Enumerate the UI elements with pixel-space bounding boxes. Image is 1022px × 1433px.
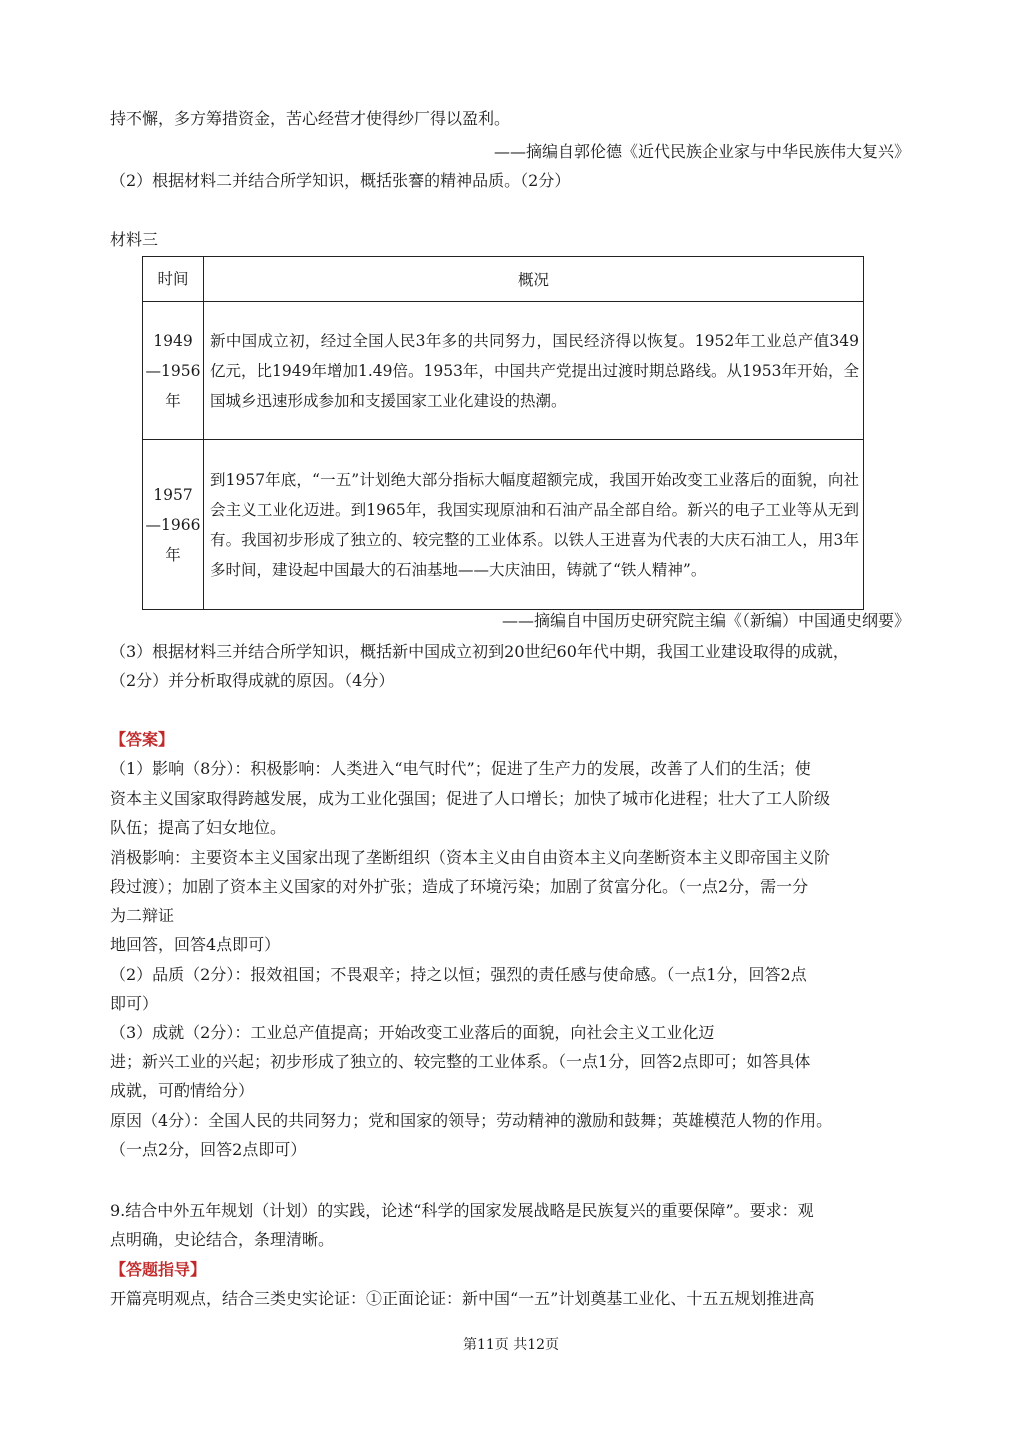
material-3-heading: 材料三	[110, 230, 159, 249]
table-cell-desc: 到1957年底，“一五”计划绝大部分指标大幅度超额完成，我国开始改变工业落后的面貌，向社会主义工业化迈进。到1965年，我国实现原油和石油产品全部自给。新兴的电子工业等从无到有。我国初步形成了独立的、较完整的工业体系。以铁人王进喜为代表的大庆石油工人，用3年多时间，建设起中国最大的石油基地——大庆油田，铸就了“铁人精神”。	[204, 440, 864, 610]
material-3-table	[142, 256, 864, 610]
answer-line: 进；新兴工业的兴起；初步形成了独立的、较完整的工业体系。（一点1分，回答2点即可；如答具体	[110, 1052, 811, 1071]
answer-line: 成就，可酌情给分）	[110, 1081, 255, 1100]
table-cell-time	[143, 440, 204, 610]
answer-line: （2）品质（2分）：报效祖国；不畏艰辛；持之以恒；强烈的责任感与使命感。（一点1分，回答2点	[110, 965, 807, 984]
table-row	[143, 302, 864, 440]
answer-line: （一点2分，回答2点即可）	[110, 1140, 307, 1159]
time-line: 1949	[153, 331, 193, 350]
time-line: —1966	[145, 515, 201, 534]
answer-line: （3）成就（2分）：工业总产值提高；开始改变工业落后的面貌，向社会主义工业化迈	[110, 1023, 715, 1042]
time-line: 年	[165, 391, 181, 410]
source-citation: ——摘编自郭伦德《近代民族企业家与中华民族伟大复兴》	[493, 142, 910, 161]
answer-line: 原因（4分）：全国人民的共同努力；党和国家的领导；劳动精神的激励和鼓舞；英雄模范人物的作用。	[110, 1111, 833, 1130]
guide-tag: 【答题指导】	[110, 1260, 207, 1279]
table-cell-desc: 新中国成立初，经过全国人民3年多的共同努力，国民经济得以恢复。1952年工业总产值349亿元，比1949年增加1.49倍。1953年，中国共产党提出过渡时期总路线。从1953年开始，全国城乡迅速形成参加和支援国家工业化建设的热潮。	[204, 302, 864, 440]
answer-line: （1）影响（8分）：积极影响：人类进入“电气时代”；促进了生产力的发展，改善了人们的生活；使	[110, 759, 811, 778]
question-3-line: （2分）并分析取得成就的原因。（4分）	[110, 671, 395, 690]
text-line: 持不懈，多方筹措资金，苦心经营才使得纱厂得以盈利。	[110, 109, 511, 128]
time-line: 1957	[153, 485, 193, 504]
question-3-line: （3）根据材料三并结合所学知识，概括新中国成立初到20世纪60年代中期，我国工业建设取得的成就，	[110, 642, 849, 661]
answer-line: 资本主义国家取得跨越发展，成为工业化强国；促进了人口增长；加快了城市化进程；壮大了工人阶级	[110, 789, 831, 808]
table-cell-time	[143, 302, 204, 440]
table-header-row	[143, 257, 864, 302]
table-header-overview: 概况	[204, 257, 864, 302]
page-footer: 第11页 共12页	[462, 1337, 560, 1353]
question-9-line: 点明确，史论结合，条理清晰。	[110, 1230, 335, 1249]
answer-line: 即可）	[110, 994, 159, 1013]
table-header-time: 时间	[143, 257, 204, 302]
guide-line: 开篇亮明观点，结合三类史实论证：①正面论证：新中国“一五”计划奠基工业化、十五五规划推进高	[110, 1289, 815, 1308]
question-9-line: 9.结合中外五年规划（计划）的实践，论述“科学的国家发展战略是民族复兴的重要保障”。要求：观	[110, 1201, 814, 1220]
question-2: （2）根据材料二并结合所学知识，概括张謇的精神品质。（2分）	[110, 171, 571, 190]
table-row	[143, 440, 864, 610]
answer-tag: 【答案】	[110, 730, 175, 749]
source-citation: ——摘编自中国历史研究院主编《（新编）中国通史纲要》	[501, 611, 910, 630]
answer-line: 为二辩证	[110, 906, 175, 925]
time-line: —1956	[145, 361, 201, 380]
answer-line: 队伍；提高了妇女地位。	[110, 818, 287, 837]
time-line: 年	[165, 545, 181, 564]
answer-line: 地回答，回答4点即可）	[110, 935, 281, 954]
answer-line: 消极影响：主要资本主义国家出现了垄断组织（资本主义由自由资本主义向垄断资本主义即帝国主义阶	[110, 848, 831, 867]
answer-line: 段过渡）；加剧了资本主义国家的对外扩张；造成了环境污染；加剧了贫富分化。（一点2分，需一分	[110, 877, 809, 896]
